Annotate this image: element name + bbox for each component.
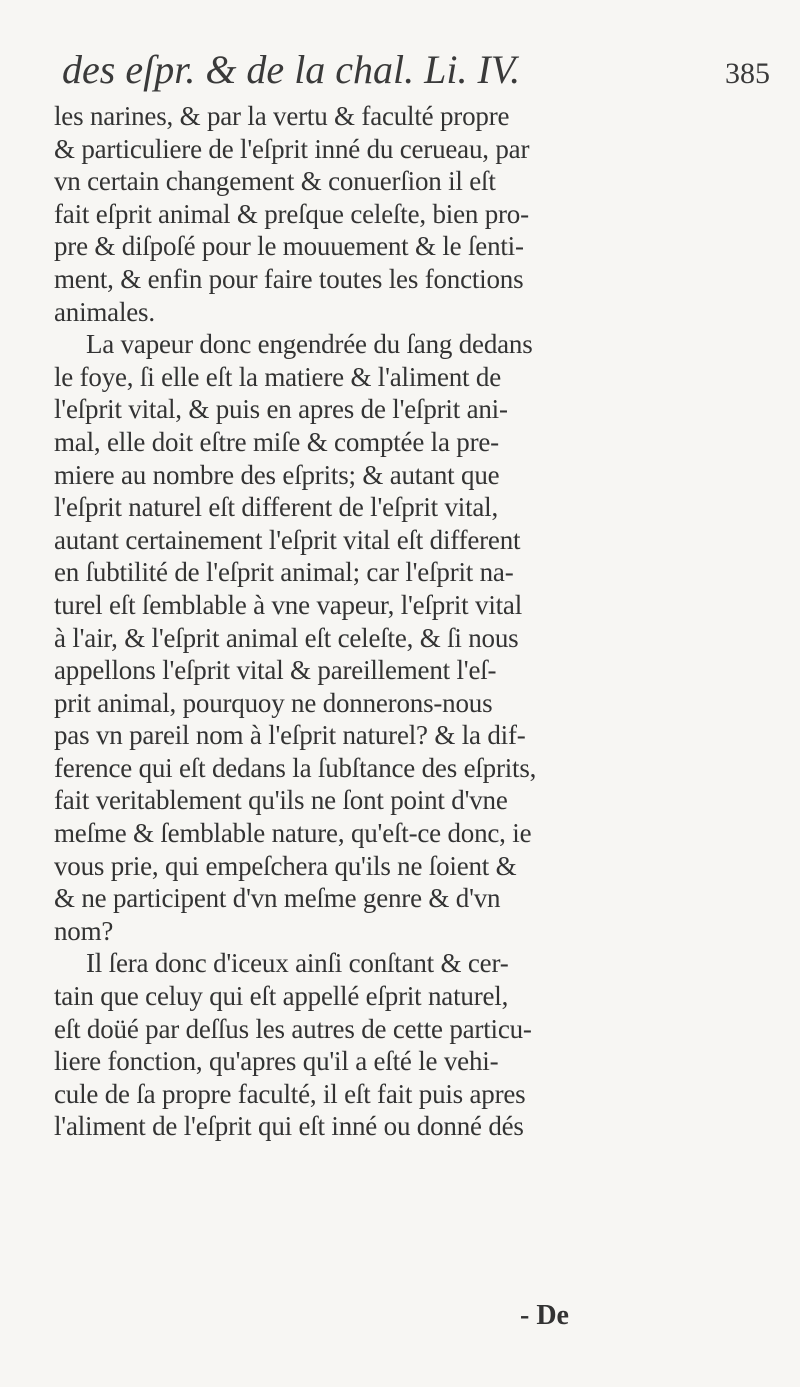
text-line: eſt doüé par deſſus les autres de cette particu- [54,1013,532,1044]
running-title: des eſpr. & de la chal. Li. IV. [62,47,521,92]
text-line: l'eſprit naturel eſt different de l'eſprit vital, [54,492,499,523]
text-line: & ne participent d'vn meſme genre & d'vn [54,883,501,914]
text-line: vous prie, qui empeſchera qu'ils ne ſoient & [54,850,517,881]
text-line: turel eſt ſemblable à vne vapeur, l'eſprit vital [54,589,523,620]
text-line: en ſubtilité de l'eſprit animal; car l'eſprit na- [54,557,514,588]
text-line: vn certain changement & conuerſion il eſt [54,166,496,197]
text-line: animales. [54,296,155,327]
text-line: tain que celuy qui eſt appellé eſprit naturel, [54,981,509,1012]
text-line: l'aliment de l'eſprit qui eſt inné ou donné dés [54,1111,524,1142]
running-head [62,40,770,100]
text-line: fait veritablement qu'ils ne ſont point d'vne [54,785,508,816]
text-line: & particuliere de l'eſprit inné du cerueau, par [54,133,530,164]
text-line: l'eſprit vital, & puis en apres de l'eſprit ani- [54,394,508,425]
text-line: Il ſera donc d'iceux ainſi conſtant & cer- [86,948,509,979]
text-line: pre & diſpoſé pour le mouuement & le ſenti- [54,231,524,262]
text-line: mal, elle doit eſtre miſe & comptée la pre- [54,426,499,457]
text-line: La vapeur donc engendrée du ſang dedans [86,329,533,360]
text-line: appellons l'eſprit vital & pareillement l'eſ- [54,655,497,686]
text-line: meſme & ſemblable nature, qu'eſt-ce donc, ie [54,818,532,849]
text-line: liere fonction, qu'apres qu'il a eſté le vehi- [54,1046,499,1077]
page-number: 385 [725,57,770,90]
text-line: nom? [54,915,114,946]
catchword: - De [520,1300,569,1331]
text-line: le foye, ſi elle eſt la matiere & l'aliment de [54,361,501,392]
text-line: miere au nombre des eſprits; & autant que [54,459,500,490]
text-line: pas vn pareil nom à l'eſprit naturel? & la dif- [54,720,526,751]
text-line: prit animal, pourquoy ne donnerons-nous [54,687,493,718]
text-line: fait eſprit animal & preſque celeſte, bien pro- [54,198,529,229]
text-line: à l'air, & l'eſprit animal eſt celeſte, & ſi nous [54,622,519,653]
text-line: ference qui eſt dedans la ſubſtance des eſprits, [54,752,537,783]
text-line: les narines, & par la vertu & faculté propre [54,101,510,131]
text-line: autant certainement l'eſprit vital eſt different [54,524,521,555]
body-text [54,100,774,1143]
text-line: ment, & enfin pour faire toutes les fonctions [54,263,524,294]
text-line: cule de ſa propre faculté, il eſt fait puis apres [54,1078,526,1109]
